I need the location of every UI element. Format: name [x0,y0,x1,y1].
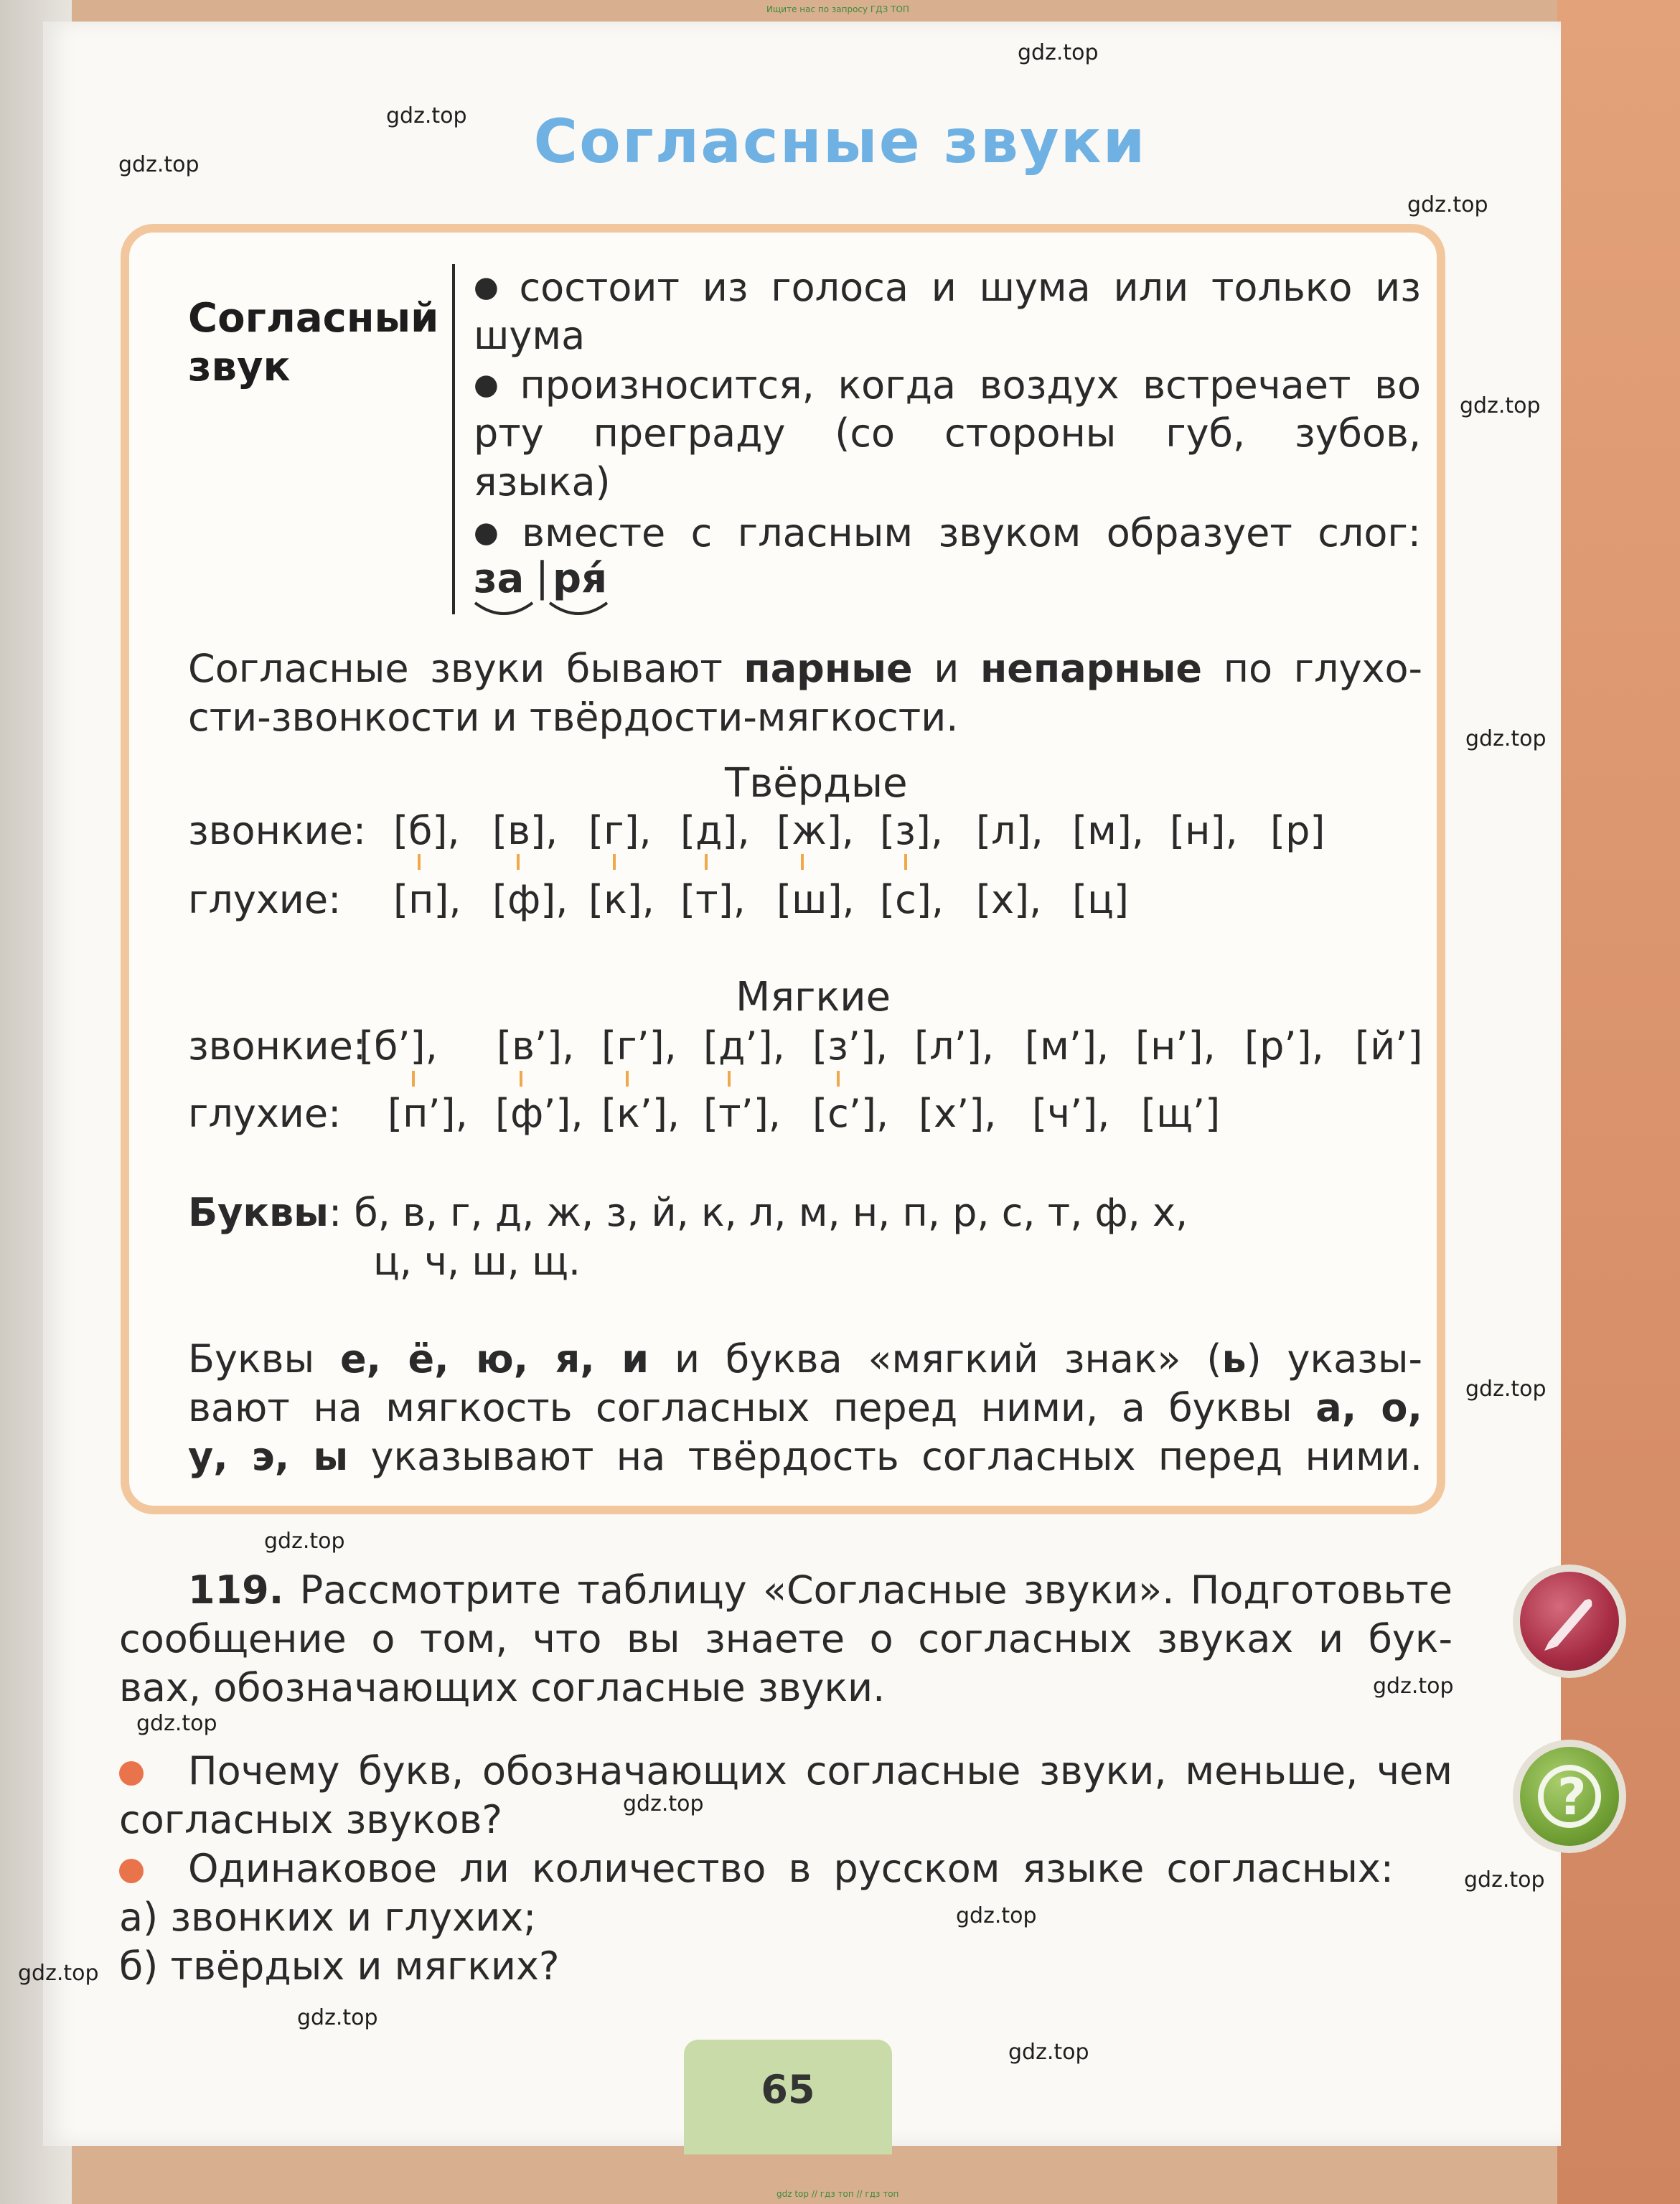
vowel-note-line: вают на мягкость согласных перед ними, а буквы а, о, [188,1385,1422,1430]
sound-symbol: [т’], [703,1091,781,1136]
question-line: а) звонких и глухих; [119,1895,537,1940]
sound-symbol: [б’], [359,1023,438,1069]
term-divider [452,264,455,614]
watermark: gdz.top [1464,1867,1545,1893]
sound-symbol: [п], [393,877,461,922]
soft-voiced-label: звонкие: [188,1023,367,1069]
watermark: gdz.top [1465,726,1547,751]
sound-symbol: [д’], [703,1023,785,1069]
vowel-note-line: у, э, ы указывают на твёрдость согласных перед ними. [188,1434,1422,1479]
sound-symbol: [з’], [812,1023,888,1069]
sound-symbol: [н], [1170,808,1238,853]
sound-symbol: [г], [588,808,652,853]
page-title: Согласные звуки [533,106,1147,177]
watermark: gdz.top [1460,393,1541,418]
pair-connector [520,1071,522,1087]
top-banner: Ищите нас по запросу ГДЗ ТОП [766,4,909,14]
question-line: Почему букв, обозначающих согласные звуки, меньше, чем [188,1748,1453,1793]
exercise-line: вах, обозначающих согласные звуки. [119,1665,886,1710]
sound-symbol: [п’], [388,1091,468,1136]
sound-symbol: [ч’], [1032,1091,1110,1136]
backdrop-right [1557,0,1680,2204]
definition-line: языка) [474,459,611,505]
sound-symbol: [б], [393,808,460,853]
bullet-icon: ● [474,271,510,304]
syllable: за [474,555,525,602]
sound-symbol: [р] [1270,808,1325,853]
sound-symbol: [г’], [601,1023,677,1069]
sound-symbol: [д], [680,808,750,853]
watermark: gdz.top [1008,2040,1089,2065]
definition-line: ● произносится, когда воздух встречает во [474,362,1421,408]
vowel-note-line: Буквы е, ё, ю, я, и и буква «мягкий знак» (ь) указы- [188,1336,1423,1382]
sound-symbol: [ф], [492,877,568,922]
question-line: согласных звуков? [119,1797,503,1842]
sound-symbol: [в], [492,808,558,853]
pair-connector [517,854,520,870]
watermark: gdz.top [118,152,200,177]
sound-symbol: [й’] [1355,1023,1423,1069]
definition-line: ● состоит из голоса и шума или только из [474,265,1421,310]
pair-connector [705,854,708,870]
watermark: gdz.top [1465,1377,1547,1402]
pair-connector [613,854,616,870]
watermark: gdz.top [136,1711,217,1736]
pair-connector [837,1071,840,1087]
sound-symbol: [м’], [1025,1023,1109,1069]
watermark: gdz.top [956,1903,1037,1928]
sound-symbol: [х’], [919,1091,997,1136]
rule-term [188,294,438,392]
watermark: gdz.top [1407,192,1488,217]
watermark: gdz.top [18,1961,99,1986]
sound-symbol: [з], [880,808,944,853]
soft-voiceless-label: глухие: [188,1091,342,1136]
watermark: gdz.top [623,1791,704,1816]
hard-voiced-label: звонкие: [188,808,367,853]
pairs-text-line: сти-звонкости и твёрдости-мягкости. [188,695,959,740]
question-line: б) твёрдых и мягких? [119,1943,560,1989]
pairs-text-line: Согласные звуки бывают парные и непарные по глухо- [188,646,1422,691]
rule-term-line: звук [188,344,291,390]
sound-symbol: [с], [880,877,944,922]
sound-symbol: [с’], [812,1091,889,1136]
pen-icon [1513,1565,1626,1678]
exercise-line: сообщение о том, что вы знаете о согласных звуках и бук- [119,1616,1453,1661]
sound-symbol: [н’], [1135,1023,1216,1069]
watermark: gdz.top [1018,40,1099,65]
syllable: ря́ [553,555,608,602]
hard-voiceless-label: глухие: [188,877,342,922]
watermark: gdz.top [297,2005,378,2030]
letters-line: ц, ч, ш, щ. [373,1239,581,1284]
page-number: 65 [761,2067,815,2112]
bullet-icon: ● [474,516,512,549]
question-bullet-icon [119,1859,144,1883]
exercise-number: 119. [188,1567,284,1613]
svg-text:?: ? [1557,1768,1587,1826]
pair-connector [412,1071,415,1087]
watermark: gdz.top [1373,1674,1454,1699]
syllable-separator: | [535,554,549,601]
syllable-arcs [471,600,614,624]
question-line: Одинаковое ли количество в русском языке согласных: [188,1846,1394,1891]
pair-connector [418,854,421,870]
soft-heading: Мягкие [736,974,891,1021]
sound-symbol: [ф’], [495,1091,583,1136]
pair-connector [801,854,804,870]
sound-symbol: [л’], [914,1023,994,1069]
sound-symbol: [к’], [601,1091,680,1136]
watermark: gdz.top [264,1529,345,1554]
watermark: gdz.top [386,103,467,128]
bottom-banner: gdz top // гдз топ // гдз топ [776,2189,899,2199]
sound-symbol: [м], [1072,808,1145,853]
sound-symbol: [к], [588,877,654,922]
sound-symbol: [щ’] [1141,1091,1221,1136]
sound-symbol: [т], [680,877,746,922]
sound-symbol: [р’], [1244,1023,1324,1069]
pair-connector [626,1071,629,1087]
exercise-line: 119. Рассмотрите таблицу «Согласные звуки». Подготовьте [188,1567,1453,1613]
question-bullet-icon [119,1761,144,1786]
definition-line: рту преграду (со стороны губ, зубов, [474,411,1421,456]
pair-connector [728,1071,731,1087]
question-head-icon [1513,1740,1626,1853]
sound-symbol: [х], [976,877,1042,922]
bullet-icon: ● [474,368,510,401]
letters-line: Буквы: б, в, г, д, ж, з, й, к, л, м, н, п, р, с, т, ф, х, [188,1190,1188,1235]
sound-symbol: [ш], [776,877,855,922]
pair-connector [904,854,907,870]
sound-symbol: [л], [976,808,1043,853]
hard-heading: Твёрдые [725,760,908,807]
sound-symbol: [ц] [1072,877,1129,922]
definition-line: шума [474,313,586,358]
definition-line: ● вместе с гласным звуком образует слог: [474,510,1421,555]
rule-term-line: Согласный [188,295,439,342]
sound-symbol: [ж], [776,808,854,853]
sound-symbol: [в’], [497,1023,575,1069]
